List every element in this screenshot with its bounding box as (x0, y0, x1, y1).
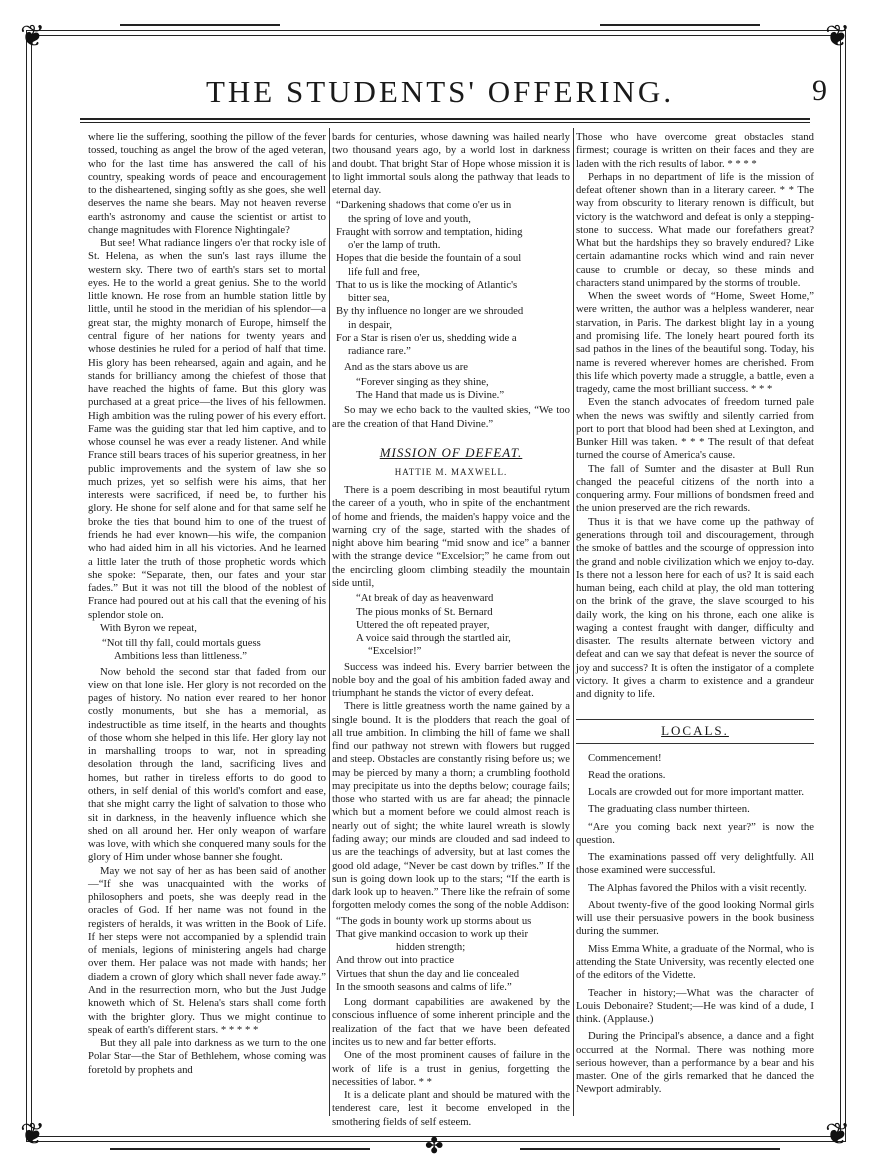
verse-line: “Not till thy fall, could mortals guess (102, 637, 261, 650)
local-item: Commencement! (588, 751, 662, 764)
verse-quote (102, 637, 326, 664)
locals-heading: LOCALS. (576, 719, 814, 743)
corner-ornament-top-left: ❦ (20, 19, 46, 54)
verse-line: bitter sea, (348, 292, 390, 305)
verse-quote (336, 915, 570, 995)
verse-line: hidden strength; (396, 941, 466, 954)
verse-line: By thy influence no longer are we shrouded (336, 305, 524, 318)
verse-quote (336, 199, 570, 358)
paragraph: So may we echo back to the vaulted skies, “We too are the creation of that Hand Divine.” (332, 404, 570, 430)
paragraph: Now behold the second star that faded from our view on that lone isle. Her glory is not recorded on the pages of history. No nation ever reared to her honor costly monuments, but she has a memorial, as indestructible as time itself, in the hearts and thoughts of those whom she helped in this life. Her glory lay not in marshalling troops to war, not in spreading desolation through the land, sacrificing lives and homes, but rather in tireless efforts to do good to others, in self denial of this world's comfort and ease, that she might carry the light of salvation to those who sit in darkness, in the heavenly influence which she shed on all around her. Her only weapon of warfare was love, with which she conquered many souls for the glory of Him under whose banner she fought. (88, 665, 326, 864)
verse-line: That give mankind occasion to work up their (336, 927, 529, 940)
paragraph: But see! What radiance lingers o'er that rocky isle of St. Helena, as when the sun's last rays illume the western sky. There two of earth's stars set to mortal eyes. He to the world a great genius. She to the world little known. He rose from an humble station little by little, until he stood in the meridian of his splendor—a great star, the mighty monarch of Europe, himself the central figure of her nations for twenty years and whose destinies he ruled for a period of half that time. His glory has been rehearsed, again and again, and he stands for brilliancy among the chiefest of those that have reached the hights of fame. But this glory was purchased at a great price—the lives of his fellowmen. High ambition was the ruling power of his every effort. Fame was the guiding star that led him captive, and to whose counsel he was ever a ready listener. And while France still bears traces of his superior greatness, in her public improvements and the system of law she so much prizes, yet so selfish were his aims, that her interests were sacrificed, if need be, to further his glory. He shone for self alone and for that same self he broke the ties that bound him to one of the truest of friends he had ever known—his wife, the companion who had aided him in all his victories. And he learned a little later the truth of those prophetic words which she spoke: “Separate, then, our fates and your star fades.” But it was not till the blood of the noblest of France had poured out at his call that the evening of his splendor stole on. (88, 237, 326, 621)
paragraph: Thus it is that we have come up the pathway of generations through toil and discouragement, through the smoke of battles and the scourge of oppression into the grand and noble civilization which we enjoy to-day. Is there not a lesson here for each of us? It is said each human being, each child at play, the old man tottering on the brink of the grave, the slave scourged to his daily work, the king on his throne, each one alike is waging a contest fraught with danger, difficulty and disaster. The results alternate between victory and defeat and can we say that defeat is never the source of joy and success? It is often the instigator of a complete victory. It gives a charm to existence and a grandeur and dignity to life. (576, 515, 814, 701)
verse-line: Hopes that die beside the fountain of a soul (336, 252, 522, 265)
corner-ornament-bottom-left: ❦ (20, 1117, 46, 1152)
paragraph: One of the most prominent causes of failure in the work of life is a trust in genius, forgetting the necessities of labor. * * (332, 1049, 570, 1088)
local-item: Miss Emma White, a graduate of the Normal, who is attending the State University, was recently elected one of the editors of the Vidette. (576, 942, 814, 982)
paragraph: Perhaps in no department of life is the mission of defeat oftener shown than in a literary career. * * The way from obscurity to literary renown is difficult, but victory is the watchword and defeat is only a stepping-stone to success. What made our forefathers great? What but the hardships they so bravely endured? Like certain adamantine rocks which wind and rain never cause to crumble or decay, so these minds and characters stand unimpared by the storms of trouble. (576, 170, 814, 289)
local-item: The Alphas favored the Philos with a visit recently. (588, 881, 807, 894)
column-divider (329, 128, 330, 1116)
verse-line: In the smooth seasons and calms of life.” (336, 980, 512, 993)
paragraph: where lie the suffering, soothing the pillow of the fever tossed, touching as angel the brow of the aged veteran, who for the last time has answered the call of his country, speaking words of peace and encouragement to the disheartened, singing softly as she goes, she well deserves the name she bears. May not heaven reverse earth's astronomy and cause the scientist or artist to change magnitudes with Florence Nightingale? (88, 131, 326, 236)
header-rule-thin (80, 122, 810, 123)
paragraph: It is a delicate plant and should be matured with the tenderest care, lest it become enveloped in the smothering fields of self esteem. (332, 1089, 570, 1128)
page-title: THE STUDENTS' OFFERING. (205, 74, 675, 109)
verse-line: “At break of day as heavenward (356, 592, 494, 605)
paragraph: The fall of Sumter and the disaster at Bull Run changed the peaceful citizens of the north into a conquering army. Four millions of bondsmen freed and the union preserved are the rich rewards. (576, 462, 814, 515)
local-item: The graduating class number thirteen. (588, 803, 750, 816)
column-1 (88, 131, 326, 1116)
local-item: “Are you coming back next year?” is now the question. (576, 820, 814, 846)
verse-line: “Darkening shadows that come o'er us in (336, 199, 512, 212)
column-2 (332, 131, 570, 1128)
paragraph: Success was indeed his. Every barrier between the noble boy and the goal of his ambition faded away and triumphant he stands the victor of every defeat. (332, 660, 570, 700)
verse-line: “The gods in bounty work up storms about us (336, 914, 532, 927)
local-item: Teacher in history;—What was the character of Louis Debonaire? Student;—He was kind of a dude, I think. (Applause.) (576, 986, 814, 1026)
verse-line: Uttered the oft repeated prayer, (356, 618, 490, 631)
corner-ornament-bottom-right: ❦ (825, 1117, 851, 1152)
paragraph: When the sweet words of “Home, Sweet Home,” were written, the author was a helpless wanderer, near starvation, in Paris. The darkest blight lay in a young and promising life. The lonely heart poured forth its sad pathos in the lines of the beautiful song. Today, his name is revered wherever homes are cherished. From this life which poverty made a struggle, a battle, even a tragedy, came the most brilliant success. * * * (576, 290, 814, 396)
verse-line: For a Star is risen o'er us, shedding wide a (336, 331, 517, 344)
bottom-flourish-left (110, 1148, 370, 1150)
paragraph: But they all pale into darkness as we turn to the one Polar Star—the Star of Bethlehem, whose coming was foretold by prophets and (88, 1037, 326, 1076)
verse-line: Ambitions less than littleness.” (114, 650, 247, 663)
top-flourish-right (600, 24, 760, 26)
column-divider (573, 128, 574, 1116)
verse-line: And throw out into practice (336, 954, 455, 967)
paragraph: Those who have overcome great obstacles stand firmest; courage is written on their faces and they are laden with the rich results of labor. * * * * (576, 131, 814, 170)
paragraph: Even the stanch advocates of freedom turned pale when the news was swiftly and silently carried from port to port that blood had been shed at Lexington, and Bunker Hill was taken. * * * The result of that defeat turned the course of America's cause. (576, 396, 814, 462)
local-item: Locals are crowded out for more important matter. (588, 786, 805, 799)
verse-quote (356, 592, 570, 658)
local-item: About twenty-five of the good looking Normal girls will use their persuasive powers in the book business during the summer. (576, 898, 814, 938)
verse-line: o'er the lamp of truth. (348, 239, 441, 252)
paragraph: And as the stars above us are (344, 360, 469, 373)
verse-quote (356, 376, 570, 403)
local-item: Read the orations. (588, 768, 666, 781)
verse-line: Virtues that shun the day and lie concealed (336, 967, 520, 980)
verse-line: “Excelsior!” (368, 645, 422, 658)
verse-line: “Forever singing as they shine, (356, 375, 489, 388)
verse-line: radiance rare.” (348, 345, 411, 358)
paragraph: There is little greatness worth the name gained by a single bound. It is the plodders that reach the goal of all true ambition. In climbing the hill of fame we shall find our pathway not strewn with flowers but rugged and steep. Obstacles are constantly rising before us; we may be pierced by many a thorn; a crumbling foothold may precipitate us into the depths below; courage fails; those who started with us are far ahead; the pinnacle which but a moment before we could almost reach is nearly out of sight; the white laurel wreath is slowly fading away; our minds are clouded and sad indeed to us are the teachings of adversity, but at last comes the good old adage, “Never be cast down by trifles.” If the sun is going down look up to the stars; “If the earth is dark look up to heaven.” There like the refrain of some forgotten melody comes the song of the noble Addison: (332, 700, 570, 912)
bottom-center-ornament: ✤ (425, 1134, 444, 1159)
verse-line: life full and free, (348, 265, 420, 278)
verse-line: in despair, (348, 318, 393, 331)
header-rule (80, 118, 810, 120)
article-title: MISSION OF DEFEAT. (379, 444, 523, 460)
verse-line: the spring of love and youth, (348, 212, 471, 225)
verse-line: Fraught with sorrow and temptation, hiding (336, 225, 523, 238)
verse-line: That to us is like the mocking of Atlantic's (336, 278, 518, 291)
paragraph: May we not say of her as has been said of another—“If she was unacquainted with the works of philosophers and poets, she was deeply read in the oracles of God. If her name was not found in the registers of heralds, it was written in the Book of Life. If her steps were not accompanied by a splendid train of menials, legions of ministering angels had charge over them. Her palace was not made with hands; her diadem a crown of glory which shall never fade away.” And in the resurrection morn, who but the Just Judge knoweth which of St. Helena's stars shall come forth with the brighter glory. Thus we might continue to speak of earth's different stars. * * * * * (88, 864, 326, 1036)
locals-list (576, 752, 814, 1097)
verse-line: The Hand that made us is Divine.” (356, 389, 505, 402)
verse-line: A voice said through the startled air, (356, 632, 511, 645)
article-author: HATTIE M. MAXWELL. (394, 466, 508, 477)
verse-line: The pious monks of St. Bernard (356, 605, 493, 618)
bottom-flourish-right (520, 1148, 780, 1150)
paragraph: There is a poem describing in most beautiful rytum the career of a youth, who in spite of the enchantment of home and friends, the maiden's happy voice and the warning cry of the sage, started with the shades of night above him bearing “mid snow and ice” a banner with the strange device “Excelsior;” he came from out the encircling gloom climbing steadily the mountain side until, (332, 484, 570, 589)
top-flourish-left (120, 24, 280, 26)
column-3 (576, 131, 814, 1116)
local-item: The examinations passed off very delightfully. All those examined were successful. (576, 851, 814, 877)
local-item: During the Principal's absence, a dance and a fight occurred at the Normal. There was nothing more serious however, than a performance by a bear and his master. One of the girls remarked that he danced the Newport admirably. (576, 1030, 814, 1096)
paragraph: bards for centuries, whose dawning was hailed nearly two thousand years ago, by a world lost in darkness and doubt. That bright Star of Hope whose mission it is to light immortal souls along the pathway that leads to eternal day. (332, 131, 570, 197)
corner-ornament-top-right: ❦ (825, 19, 851, 54)
paragraph: With Byron we repeat, (100, 621, 197, 634)
page-number: 9 (812, 74, 827, 107)
paragraph: Long dormant capabilities are awakened by the conscious influence of some inherent principle and the realization of the fact that we have been defeated incites us to new and far better efforts. (332, 996, 570, 1048)
